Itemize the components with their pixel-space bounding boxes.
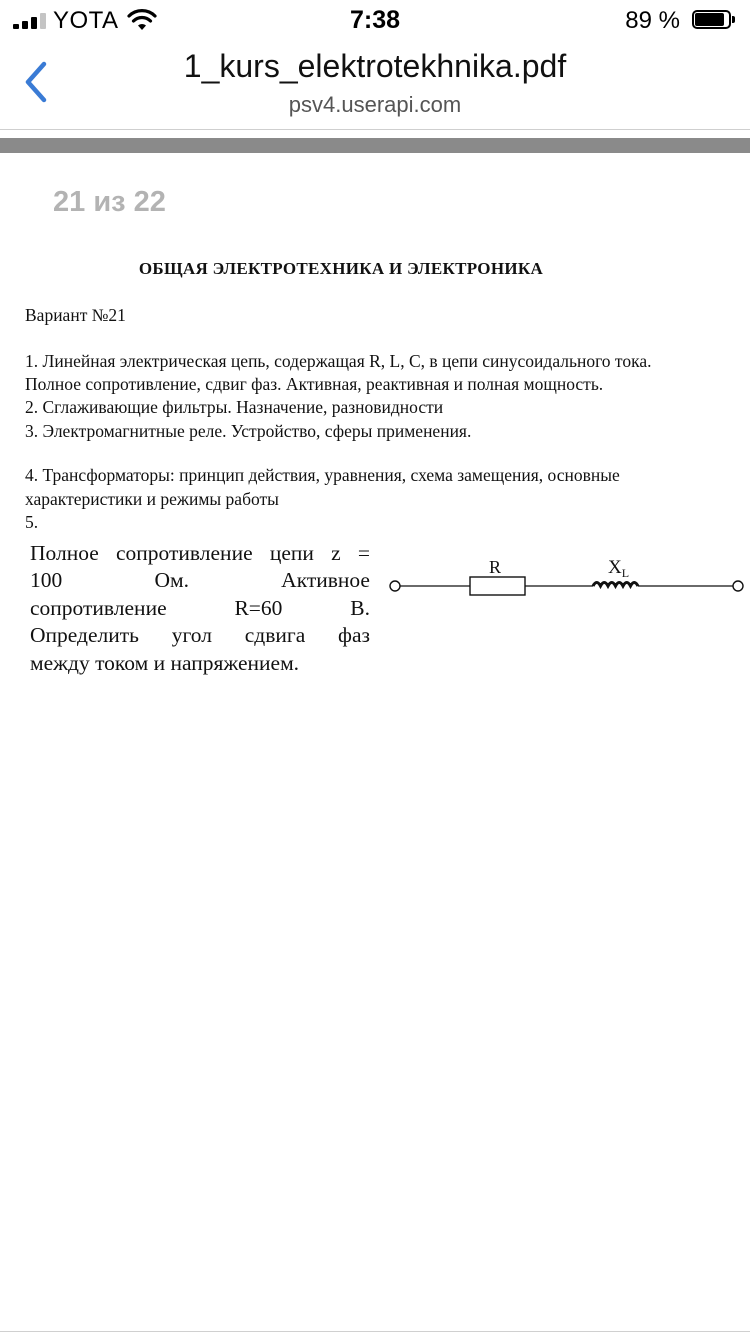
problem-row: между током и напряжением. [30,650,300,675]
navigation-bar [0,42,750,128]
terminal-left [390,581,400,591]
resistor-symbol [470,577,525,595]
status-time: 7:38 [349,6,401,34]
bottom-divider [0,1331,750,1332]
battery-icon [692,10,736,31]
pdf-page[interactable] [0,153,750,1333]
nav-divider [0,129,750,130]
question-line: 3. Электромагнитные реле. Устройство, сферы применения. [25,421,472,441]
problem-row: 100 Ом. Активное [30,568,370,593]
battery-percentage: 89 % [625,7,680,34]
question-line: 4. Трансформаторы: принцип действия, уравнения, схема замещения, основные [25,465,620,485]
terminal-right [733,581,743,591]
document-host: psv4.userapi.com [288,92,462,117]
circuit-diagram [385,551,750,605]
page-indicator: 21 из 22 [53,186,166,218]
question-line: 1. Линейная электрическая цепь, содержащая R, L, C, в цепи синусоидального тока. [25,351,652,371]
document-title: 1_kurs_elektrotekhnika.pdf [183,48,567,84]
question-line: Полное сопротивление, сдвиг фаз. Активная, реактивная и полная мощность. [25,374,604,394]
carrier-name: YOTA [53,7,119,34]
status-bar [0,0,750,42]
problem-row: Полное сопротивление цепи z = [30,541,370,565]
inductor-label: $X_L$ [608,557,630,580]
viewer-top-bar [0,138,750,153]
inductor-symbol [593,583,638,587]
question-line: характеристики и режимы работы [25,489,279,509]
problem-text [30,540,370,677]
question-line: 5. [25,512,39,532]
document-heading: ОБЩАЯ ЭЛЕКТРОТЕХНИКА И ЭЛЕКТРОНИКА [138,259,544,278]
variant-label: Вариант №21 [25,305,126,325]
resistor-label: R [488,557,502,577]
question-line: 2. Сглаживающие фильтры. Назначение, разновидности [25,397,444,417]
problem-row: Определить угол сдвига фаз [30,623,370,648]
problem-row: сопротивление R=60 В. [30,595,370,620]
